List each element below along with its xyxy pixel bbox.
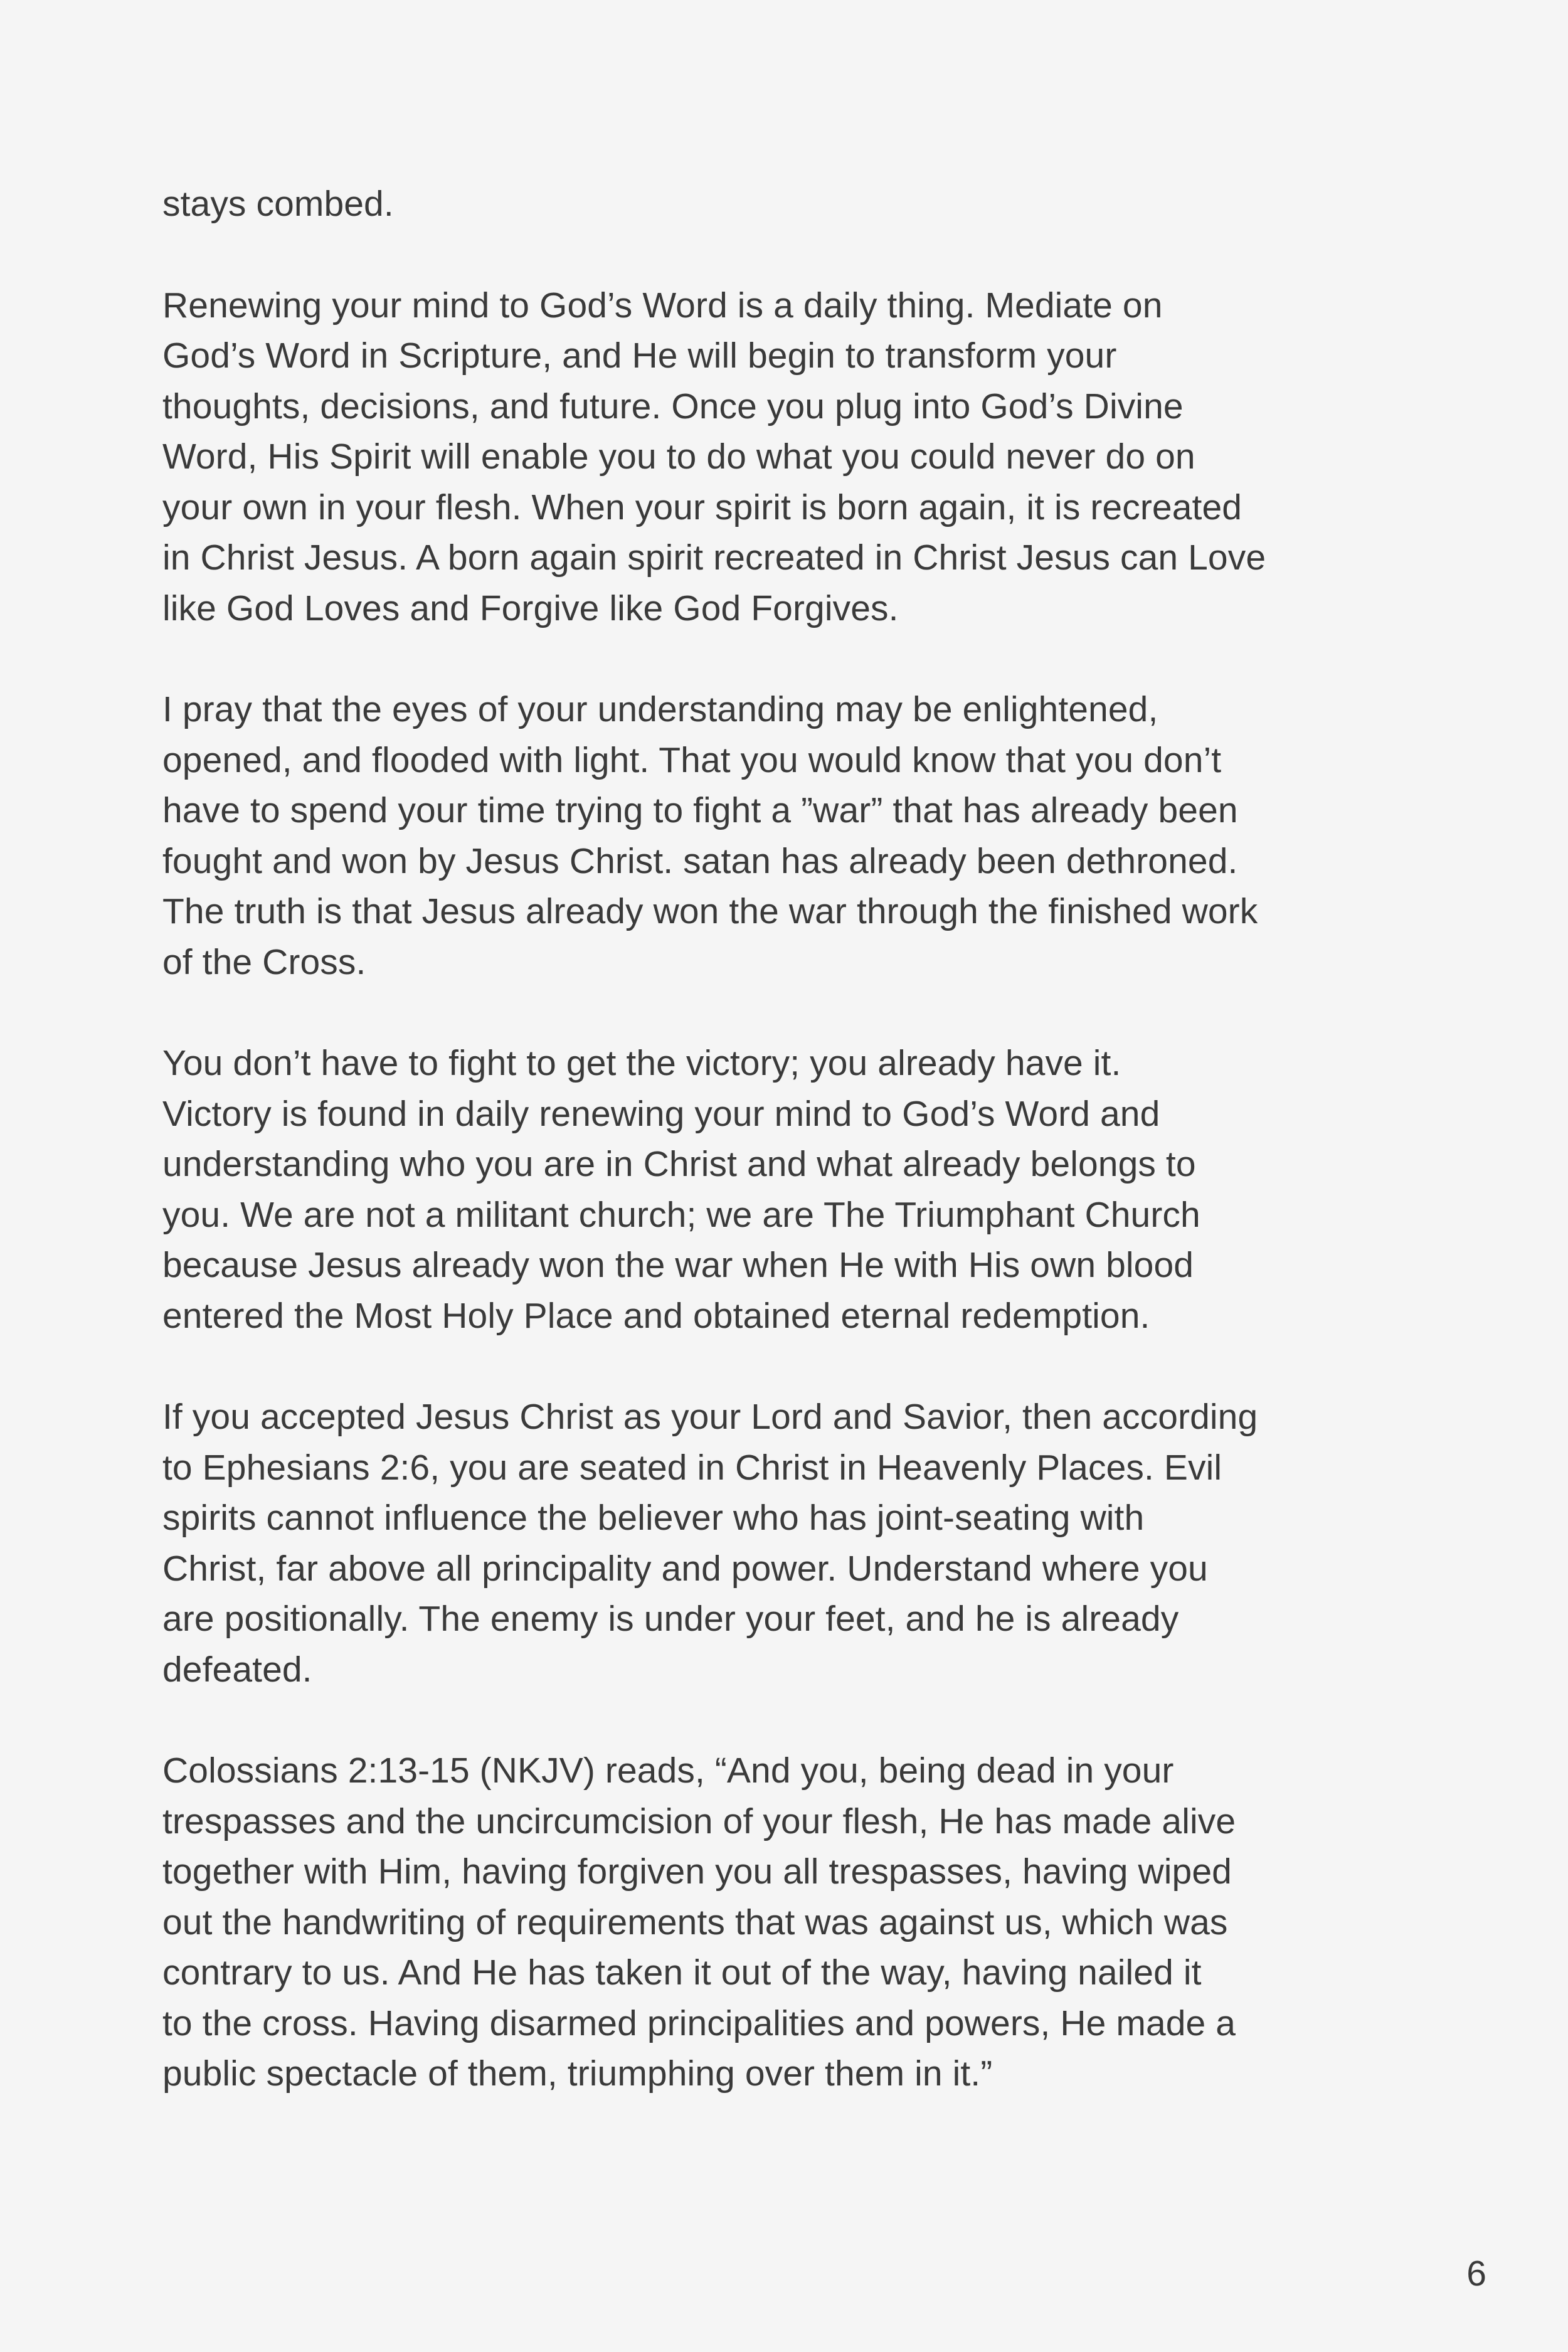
paragraph-renewing-mind: Renewing your mind to God’s Word is a daily thing. Mediate on God’s Word in Scripture, and He will begin to transform your thoughts, decisions, and future. Once you plug into God’s Divine Word, His Spirit will enable you to do what you could never do on your own in your flesh. When your spirit is born again, it is recreated in Christ Jesus. A born again spirit recreated in Christ Jesus can Love like God Loves and Forgive like God Forgives. xyxy=(162,285,1266,628)
paragraph-colossians-quote: Colossians 2:13-15 (NKJV) reads, “And you, being dead in your trespasses and the uncircumcision of your flesh, He has made alive together with Him, having forgiven you all trespasses, having wiped out the handwriting of requirements that was against us, which was contrary to us. And He has taken it out of the way, having nailed it to the cross. Having disarmed principalities and powers, He made a public spectacle of them, triumphing over them in it.” xyxy=(162,1751,1236,2094)
paragraph-victory: You don’t have to fight to get the victory; you already have it. Victory is found in daily renewing your mind to God’s Word and understanding who you are in Christ and what already belongs to you. We are not a militant church; we are The Triumphant Church because Jesus already won the war when He with His own blood entered the Most Holy Place and obtained eternal redemption. xyxy=(162,1043,1200,1336)
page-number: 6 xyxy=(1466,2254,1486,2294)
paragraph-continuation: stays combed. xyxy=(162,184,394,224)
body-text xyxy=(162,179,1429,2150)
paragraph-prayer: I pray that the eyes of your understanding may be enlightened, opened, and flooded with light. That you would know that you don’t have to spend your time trying to fight a ”war” that has already been fought and won by Jesus Christ. satan has already been dethroned. The truth is that Jesus already won the war through the finished work of the Cross. xyxy=(162,689,1258,982)
paragraph-seated-in-christ: If you accepted Jesus Christ as your Lord and Savior, then according to Ephesians 2:6, you are seated in Christ in Heavenly Places. Evil spirits cannot influence the believer who has joint-seating with Christ, far above all principality and power. Understand where you are positionally. The enemy is under your feet, and he is already defeated. xyxy=(162,1397,1258,1690)
